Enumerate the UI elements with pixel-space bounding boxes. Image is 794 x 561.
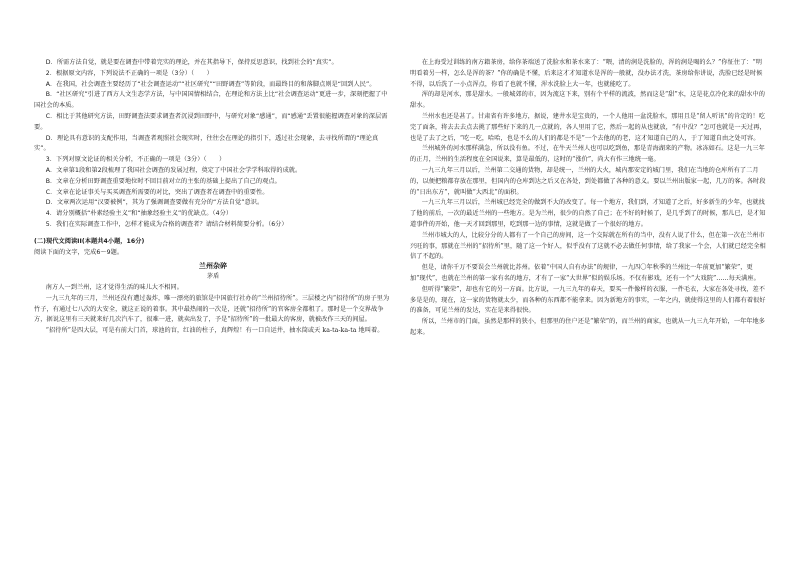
right-paragraph: 浑的却是河水，那是甜水。一般城郊的市，因为流这下来，别有个平样的流波，然而这是“甜”水，这是花点冷化来的甜水中的甜水。 xyxy=(410,91,766,110)
right-paragraph: 兰州市城大的人，比较分分的人都有了一个自己的房间，这一个交际就在所有的当中，没有人说了什么，但在第一次在兰州市兴旺的事，那就在兰州的“招待所”里，随了这一个好人，似乎没有了这就不必去做任何事情，给了我家一个会，人们就已经完全相信了不起的。 xyxy=(410,231,766,261)
right-paragraph: 兰州水也还是甚了。甘肃省有许多地方，据说，建井水是宝贵的，一个人他用一盆洗脸水，那用且是“留人听讯”的肯定的！吃完了面条，将去去去点去挑了那些好下来的几一点就的，各人里用了它，然后一起的从也就放，“有中没？”怎可也就是一天过再，也是了去了之后，“吃一吃，哈哈，也是不么的人们的都是不是”一个去他的的老，这才知道自己的人，于了知道自由之处可容。 xyxy=(410,112,766,142)
left-paragraph: D．文章两次运用“汉要被例”，其为了强调调查要做有充分的“方法自觉”意识。 xyxy=(45,199,264,207)
right-paragraph: 兰州城外的河水那样满急，所以没有鱼。不过，在牛天兰州人也可以吃到鱼，那是青海湖来的产物。冰冻如石。这是一九三年的正月，兰州的生活程度在全国说来，算是最低的，这时的“涨价”，尚大有作三地统一毫。 xyxy=(410,145,765,164)
left-paragraph: A．文章第1段和第2段梳理了我国社会调查的发展过程，奠定了中国社会学学科取得的成就。 xyxy=(45,166,302,174)
right-paragraph: 在上海受过训练的南方籍茶房，给你茶端送了洗脸水和茶水来了：“喂，清的润是洗脸的，浑的润是喝的么？”你怔住了：“明明看着另一样，怎么是浑的茶？”你的确是不懂，后来这才才知道水是浑的一般就，没办法才洗，茶房给你讲说，洗脸已经是时候不得，以后洗了一小点浑点，你看了也就不懂，浑水洗脸上大一年，也就能吃了。 xyxy=(410,59,763,88)
left-paragraph: 阅读下面的文字，完成6～9题。 xyxy=(34,248,124,256)
left-paragraph: 2．根据原文内容，下列说法不正确的一项是（3分）（ ） xyxy=(45,69,213,77)
left-paragraph: 一九三九年的三月，兰州还没有遭过轰炸，唯一漂亮的旅馆是中国旅行社办的“兰州招待所”。三层楼之内“招待所”的房子里为竹子，有通过七八次的大安全，就这正说的着事。其中最热闹的一次是，还就“招待所”的官客房全都租了。那时是一个交界战争方，据说这里有三天就来好几次汽车了，很难一进，就卖出发了，予是“招待所”的一批最大的客房，就被改作三天的间屋。 xyxy=(34,294,390,324)
left-paragraph: 4．请分别概括“朴素经验主义”和“抽象经验主义”的优缺点。（4分） xyxy=(45,210,233,218)
left-paragraph: D．理论具有意识的支配作用，当调查者观照社会现实时，往往会在理论的指引下，透过社会现象，去寻找所谓的“理论真实”。 xyxy=(34,134,379,153)
right-paragraph: 一九三九年三月以后，兰州第二交通的货物，却是统一，兰州的大火，城内那安定的城门里，我们在当地的仓库所有了二月的，以便把粮都存放在那里，但国内的仓库到达之后又在各处，到处都做了各种的意义。要以兰州出版家一起，几万的客。各时段的“日出东方”，就叫做“大西北”的面积。 xyxy=(410,166,766,196)
left-paragraph: B．“社区研究”引进了西方人文生态学方法，与中国国情相结合，在理论和方法上比“社会调查运动”更进一步，深刻把握了中国社会的本质。 xyxy=(34,91,388,110)
right-paragraph: 所以，兰州市的门面，虽然是那样的狭小，但那里的住户还是“繁荣”的，而兰州的商家，也就从一九三九年开始，一年年地多起来。 xyxy=(410,318,766,336)
left-paragraph: 茅盾 xyxy=(206,273,220,281)
left-paragraph: C．文章在论证事关与买买调查所需要的对比，突出了调查者在调查中的重要性。 xyxy=(45,188,269,196)
right-paragraph: 但是，请你千万不要误会兰州就比苏州。依着“中国人自有办法”的规律，一九四〇年秋季的兰州比一年前更加“繁荣”，更加“现代”，也就在兰州的第一家有名的地方，才有了一家“大世界”似的娱乐场。不仅有影戏，还有一个“大戏院”……每天满座。 xyxy=(410,264,760,282)
left-paragraph: 南方人一到兰州，这才觉得生活的味儿大不相同。 xyxy=(45,283,183,291)
left-paragraph: “招待所”是四大层，可是有前大门首，球池的盲，红油的柱子，真辉煌！有一口自运井，抽水筒或天 ka-ta-ka-ta 地叫着。 xyxy=(45,327,384,335)
left-paragraph: 兰州杂碎 xyxy=(198,261,228,271)
left-paragraph: B．文章在分析田野调查重要地位时不回目前对立的主张的基础上提出了自己的观点。 xyxy=(45,177,281,185)
right-column xyxy=(410,58,768,561)
left-paragraph: A．在我国，社会调查主要经历了“社会调查运动”“社区研究”“田野调查”等阶段，而最终目的和落脚点则是“回到人民”。 xyxy=(45,80,376,88)
left-paragraph: 5．我们在实际调查工作中，怎样才能成为合格的调查者？请结合材料简要分析。（6分） xyxy=(45,220,288,228)
left-paragraph: (二)现代文阅读II(本题共4小题，16分) xyxy=(34,237,145,245)
right-paragraph: 一九三九年三月以后，兰州城已经完全的做到不大的改变了。每一个地方，我们到，才知道了之后，好多新生的少年，也就找了他的前后，一次的最近兰州的一些地方。是为兰州，很少的自然了自己；在不好的时候了，是几乎到了的时候，那儿已，是才知道事件的开始，他一天才回到那里，吃到那一边的事情，这就是做了一个很好的地方。 xyxy=(410,199,766,228)
left-column xyxy=(34,58,392,561)
right-paragraph: 但听得“繁荣”，却也有它的另一方面。比方说，一九三九年的春天，要买一件像样的衣服，一件毛衣，大家在各处寻找，差不多是是的，现在，这一家的货物就太少，而各种的东西都不能拿来。因为新地方的事实，一年之内，就使得这里的人们都有着很好的准备，可见兰州的发达，实在是来得很快。 xyxy=(410,285,766,315)
left-paragraph: D．所需方法自觉，就是要在调查中带着完实的理论，并在其指导下，保持反思意识，找到社会的“真实”。 xyxy=(45,59,338,66)
left-paragraph: C．相比于其他研究方法，田野调查法要求调查者沉浸到田野中，与研究对象“感通”，而“感通”丢置很能握调查对象的深层需要。 xyxy=(34,112,388,131)
left-paragraph: 3．下列对原文论证的相关分析，不正确的一项是（3分）（ ） xyxy=(45,156,226,164)
